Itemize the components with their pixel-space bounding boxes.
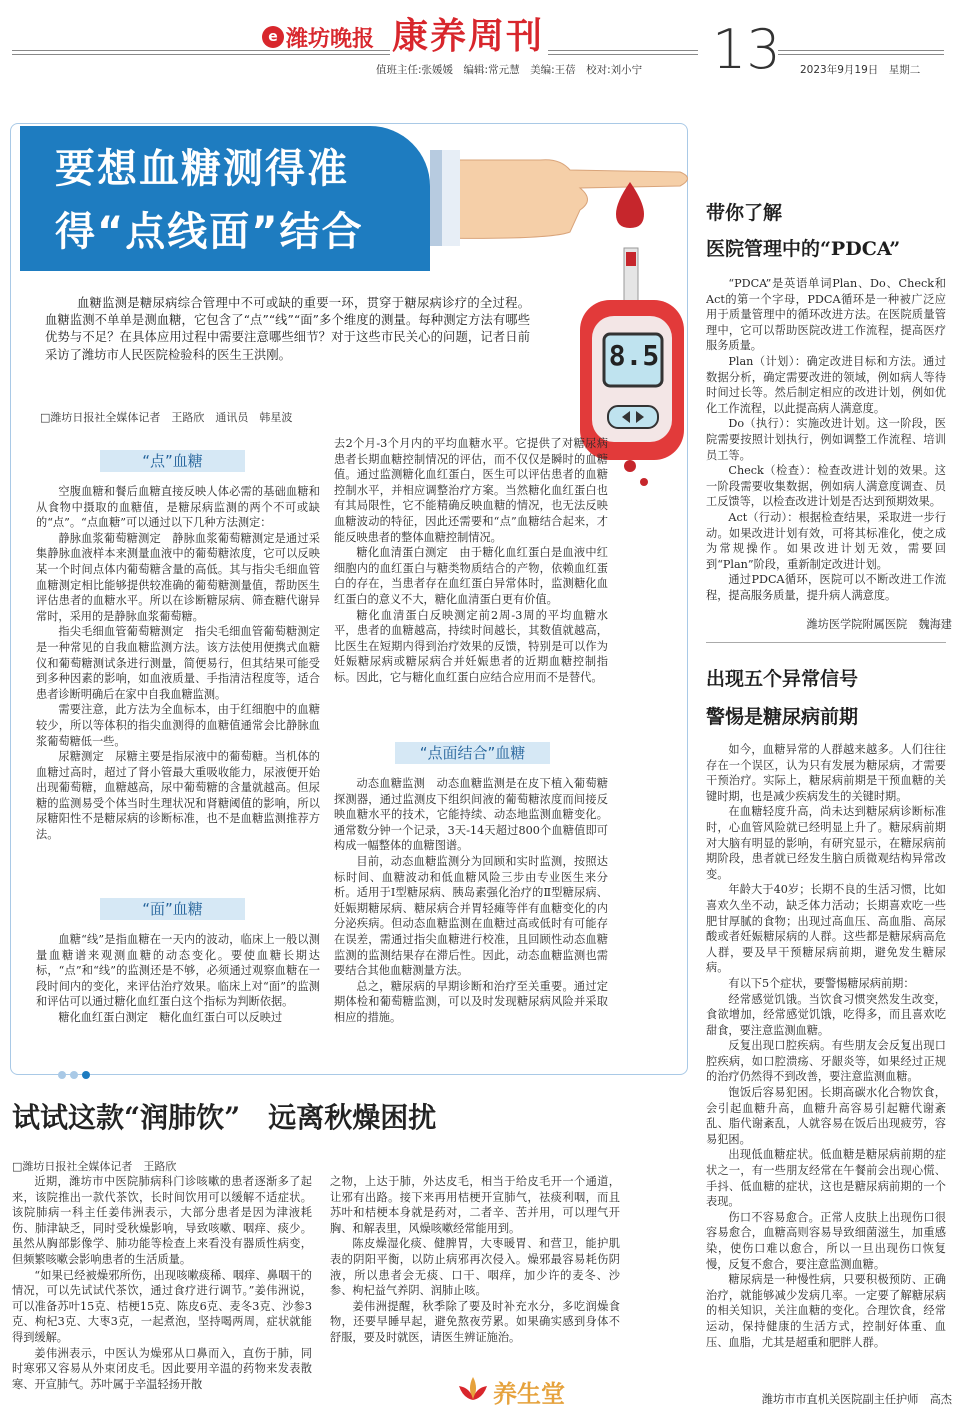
health-column-logo (455, 1372, 615, 1406)
lung-column-2: 之物，上达于肺，外达皮毛，相当于给皮毛开一个通道，让邪有出路。接下来再用桔梗开宣肺气，祛痰利咽，而且苏叶和桔梗本身就是药对，二者辛、苦并用，可以理气开胸、和解表里，风燥咳嗽经常能用到。 陈皮燥湿化痰、健脾胃，大枣暖胃、和营卫，能护肌表的阴阳平衡，以防止病邪再次侵入。燥邪最容易耗伤阴液，所以患者会无痰、口干、咽痒，加少许的麦冬、沙参、枸杞益气养阴、润肺止咳。 姜伟洲提醒，秋季除了要及时补充水分，多吃润燥食物，还要早睡早起，避免熬夜劳累。如果确实感到身体不舒服，要及时就医，请医生辨证施治。 (330, 1175, 620, 1344)
pdca-signature: 潍坊医学院附属医院 魏海建 (806, 618, 952, 631)
pdca-body: “PDCA”是英语单词Plan、Do、Check和Act的第一个字母，PDCA循环是一种被广泛应用于质量管理中的循环改进方法。在医院质量管理中，它可以帮助医院改进工作流程，提高医疗服务质量。 Plan（计划）：确定改进目标和方法。通过数据分析，确定需要改进的领域，例如病人等待时间过长等。然后制定相应的改进计划，例如优化工作流程，以此提高病人满意度。 Do（执行）：实施改进计划。这一阶段，医院需要按照计划执行，例如调整工作流程、培训员工等。 Check（检查）：检查改进计划的效果。这一阶段需要收集数据，例如病人满意度调查、员工反馈等，以检查改进计划是否达到预期效果。 Act（行动）：根据检查结果，采取进一步行动。如果改进计划有效，可将其标准化，使之成为常规操作。如果改进计划无效，需要回到“Plan”阶段，重新制定改进计划。 通过PDCA循环，医院可以不断改进工作流程，提高服务质量，提升病人满意度。 (706, 277, 946, 602)
supplement-title: 康养周刊 (392, 15, 545, 57)
column-divider (706, 642, 946, 643)
prediabetes-body: 如今，血糖异常的人群越来越多。人们往往存在一个误区，认为只有发展为糖尿病，才需要干预治疗。实际上，糖尿病前期是干预血糖的关键时期，也是减少疾病发生的关键时期。 在血糖轻度升高，尚未达到糖尿病诊断标准时，心血管风险就已经明显上升了。糖尿病前期对大脑有明显的影响，有研究显示，在糖尿病前期阶段，患者就已经发生脑白质微观结构异常改变。 年龄大于40岁；长期不良的生活习惯，比如喜欢久坐不动，缺乏体力活动；长期喜欢吃一些肥甘厚腻的食物；出现过高血压、高血脂、高尿酸或者妊娠糖尿病的人群。这些都是糖尿病高危人群，要及早干预糖尿病前期，避免发生糖尿病。 有以下5个症状，要警惕糖尿病前期： 经常感觉饥饿。当饮食习惯突然发生改变，食欲增加，经常感觉饥饿，吃得多，而且喜欢吃甜食，要注意监测血糖。 反复出现口腔疾病。有些朋友会反复出现口腔疾病，如口腔溃疡、牙龈炎等，如果经过正规的治疗仍然得不到改善，要注意监测血糖。 饱饭后容易犯困。长期高碳水化合物饮食，会引起血糖升高，血糖升高容易引起糖代谢紊乱、脂代谢紊乱，人就容易在饭后出现疲劳，容易犯困。 出现低血糖症状。低血糖是糖尿病前期的症状之一，有一些朋友经常在午餐前会出现心慌、手抖、低血糖的症状，这也是糖尿病前期的一个表现。 伤口不容易愈合。正常人皮肤上出现伤口很容易愈合，血糖高则容易导致细菌滋生，加重感染，使伤口难以愈合，所以一旦出现伤口恢复慢，反复不愈合，要注意监测血糖。 糖尿病是一种慢性病，只要积极预防、正确治疗，就能够减少发病几率。一定要了解糖尿病的相关知识，关注血糖的变化。合理饮食，经常运动，保持健康的生活方式，控制好体重、血压、血脂，尤其是超重和肥胖人群。 (706, 743, 946, 1349)
prediabetes-signature: 潍坊市市直机关医院副主任护师 高杰 (761, 1393, 952, 1406)
health-column-name: 养生堂 (493, 1380, 565, 1408)
paper-name: 潍坊晚报 (286, 27, 375, 52)
prediabetes-title-line1: 出现五个异常信号 (706, 668, 859, 690)
section-heading-point-surface: “点面结合”血糖 (395, 742, 550, 764)
test-strip-icon (624, 248, 638, 306)
meter-reading: 8.5 (608, 339, 660, 372)
lead-paragraph: 血糖监测是糖尿病综合管理中不可或缺的重要一环，贯穿于糖尿病诊疗的全过程。血糖监测不单单是测血糖，它包含了“点”“线”“面”多个维度的测量。每种测定方法有哪些优势与不足？在具体应用过程中需要注意哪些细节？对于这些市民关心的问题，记者日前采访了潍坊市人民医院检验科的医生王洪刚。 (45, 296, 530, 362)
hand-icon (430, 150, 688, 246)
section-heading-point: “点”血糖 (100, 450, 245, 472)
headline-line1: 要想血糖测得准 (55, 146, 349, 192)
blood-drop-icon (616, 182, 644, 228)
section-heading-surface: “面”血糖 (100, 898, 245, 920)
main-byline: □潍坊日报社全媒体记者 王路欣 通讯员 韩星波 (40, 411, 293, 424)
prediabetes-title-line2: 警惕是糖尿病前期 (706, 706, 859, 728)
pdca-title-line1: 带你了解 (706, 202, 783, 224)
paper-logo-icon: e (262, 26, 284, 48)
main-column-2a: 去2个月-3个月内的平均血糖水平。它提供了对糖尿病患者长期血糖控制情况的评估，而不仅仅是瞬时的血糖值。通过监测糖化血红蛋白，医生可以评估患者的血糖控制水平，并相应调整治疗方案。当然糖化血红蛋白也有其局限性，它不能精确反映血糖的情况，也无法反映血糖波动的特征，因此还需要和“点”血糖结合起来，才能反映患者的整体血糖控制情况。 糖化血清蛋白测定 由于糖化血红蛋白是血液中红细胞内的血红蛋白与糖类物质结合的产物，依赖血红蛋白的存在，当患者存在血红蛋白异常体时，监测糖化血红蛋白的意义不大，糖化血清蛋白更有价值。 糖化血清蛋白反映测定前2周-3周的平均血糖水平，患者的血糖越高，持续时间越长，其数值就越高，比医生在短期内得到治疗效果的反馈，特别是可以作为妊娠糖尿病或糖尿病合并妊娠患者的近期血糖控制指标。因此，它与糖化血红蛋白应结合应用而不是替代。 (334, 437, 608, 684)
lotus-icon (455, 1374, 491, 1404)
decorative-dots (58, 1064, 90, 1083)
editor-line: 值班主任:张媛媛 编辑:常元慧 美编:王蓓 校对:刘小宁 (376, 64, 643, 76)
main-column-1a: 空腹血糖和餐后血糖直接反映人体必需的基础血糖和从食物中摄取的血糖值，是糖尿病监测的两个不可或缺的“点”。“点血糖”可以通过以下几种方法测定： 静脉血浆葡萄糖测定 静脉血浆葡萄糖测定是通过采集静脉血液样本来测量血液中的葡萄糖浓度，它可以反映某一个时间点体内葡萄糖含量的高低。其与指尖毛细血管血糖测定相比能够提供较准确的葡萄糖测量值，帮助医生评估患者的血糖水平。所以在诊断糖尿病、筛查糖代谢异常时，采用的是静脉血浆葡萄糖。 指尖毛细血管葡萄糖测定 指尖毛细血管葡萄糖测定是一种常见的自我血糖监测方法。该方法使用便携式血糖仪和葡萄糖测试条进行测量，简便易行，但其结果可能受到多种因素的影响，如血液质量、手指清洁程度等，适合患者诊断明确后在家中自我血糖监测。 需要注意，此方法为全血标本，由于红细胞中的血糖较少，所以等体积的指尖血测得的血糖值通常会比静脉血浆葡萄糖低一些。 尿糖测定 尿糖主要是指尿液中的葡萄糖。当机体的血糖过高时，超过了肾小管最大重吸收能力，尿液便开始出现葡萄糖，血糖越高，尿中葡萄糖的含量就越高。但尿糖的监测易受个体当时生理状况和肾糖阈值的影响，所以尿糖阳性不是糖尿病的诊断标准，也不是血糖监测推荐方法。 (36, 485, 320, 842)
masthead (0, 0, 955, 80)
pdca-title-line2: 医院管理中的“PDCA” (706, 238, 901, 260)
lung-headline: 试试这款“润肺饮” 远离秋燥困扰 (12, 1101, 437, 1134)
main-column-2b: 动态血糖监测 动态血糖监测是在皮下植入葡萄糖探测器，通过监测皮下组织间液的葡萄糖浓度而间接反映血糖水平的技术，它能持续、动态地监测血糖变化。通常数分钟一个记录，3天-14天超过800个血糖值即可构成一幅整体的血糖图谱。 目前，动态血糖监测分为回顾和实时监测，按照达标时间、血糖波动和低血糖风险三步由专业医生来分析。适用于Ⅰ型糖尿病、胰岛素强化治疗的Ⅱ型糖尿病、妊娠期糖尿病、糖尿病合并胃轻瘫等伴有血糖变化的内分泌疾病。但动态血糖监测在血糖过高或低时有可能存在误差，需通过指尖血糖进行校准，且回顾性动态血糖监测的监测结果存在滞后性。因此，动态血糖监测也需要结合其他血糖测量方法。 总之，糖尿病的早期诊断和治疗至关重要。通过定期体检和葡萄糖监测，可以及时发现糖尿病风险并采取相应的措施。 (334, 777, 608, 1024)
issue-date: 2023年9月19日 星期二 (800, 64, 921, 76)
page-number: 13 (712, 18, 781, 81)
lung-byline: □潍坊日报社全媒体记者 王路欣 (12, 1160, 177, 1173)
main-column-1b: 血糖“线”是指血糖在一天内的波动，临床上一般以测量血糖谱来观测血糖的动态变化。要使血糖长期达标，“点”和“线”的监测还是不够，必须通过观察血糖在一段时间内的变化，来评估治疗效果。临床上对“面”的监测和评估可以通过糖化血红蛋白这个指标为判断依据。 糖化血红蛋白测定 糖化血红蛋白可以反映过 (36, 933, 320, 1024)
headline-line2: 得“点线面”结合 (55, 209, 364, 255)
lung-column-1: 近期，潍坊市中医院肺病科门诊咳嗽的患者逐渐多了起来，该院推出一款代茶饮，长时间饮用可以缓解不适症状。该院肺病一科主任姜伟洲表示，大部分患者是因为津液耗伤、肺津缺乏，同时受秋燥影响，导致咳嗽、咽痒、痰少。虽然从胸部影像学、肺功能等检查上来看没有器质性病变，但频繁咳嗽会影响患者的生活质量。 “如果已经被燥邪所伤，出现咳嗽痰稀、咽痒、鼻咽干的情况，可以先试试代茶饮，通过食疗进行调节。”姜伟洲说，可以准备苏叶15克、桔梗15克、陈皮6克、麦冬3克、沙参3克、枸杞3克、大枣3克，一起煮泡，坚持喝两周，症状就能得到缓解。 姜伟洲表示，中医认为燥邪从口鼻而入，直伤于肺，同时寒邪又容易从外束闭皮毛。因此要用辛温的药物来发表散寒、开宣肺气。苏叶属于辛温轻扬开散 (12, 1175, 312, 1391)
